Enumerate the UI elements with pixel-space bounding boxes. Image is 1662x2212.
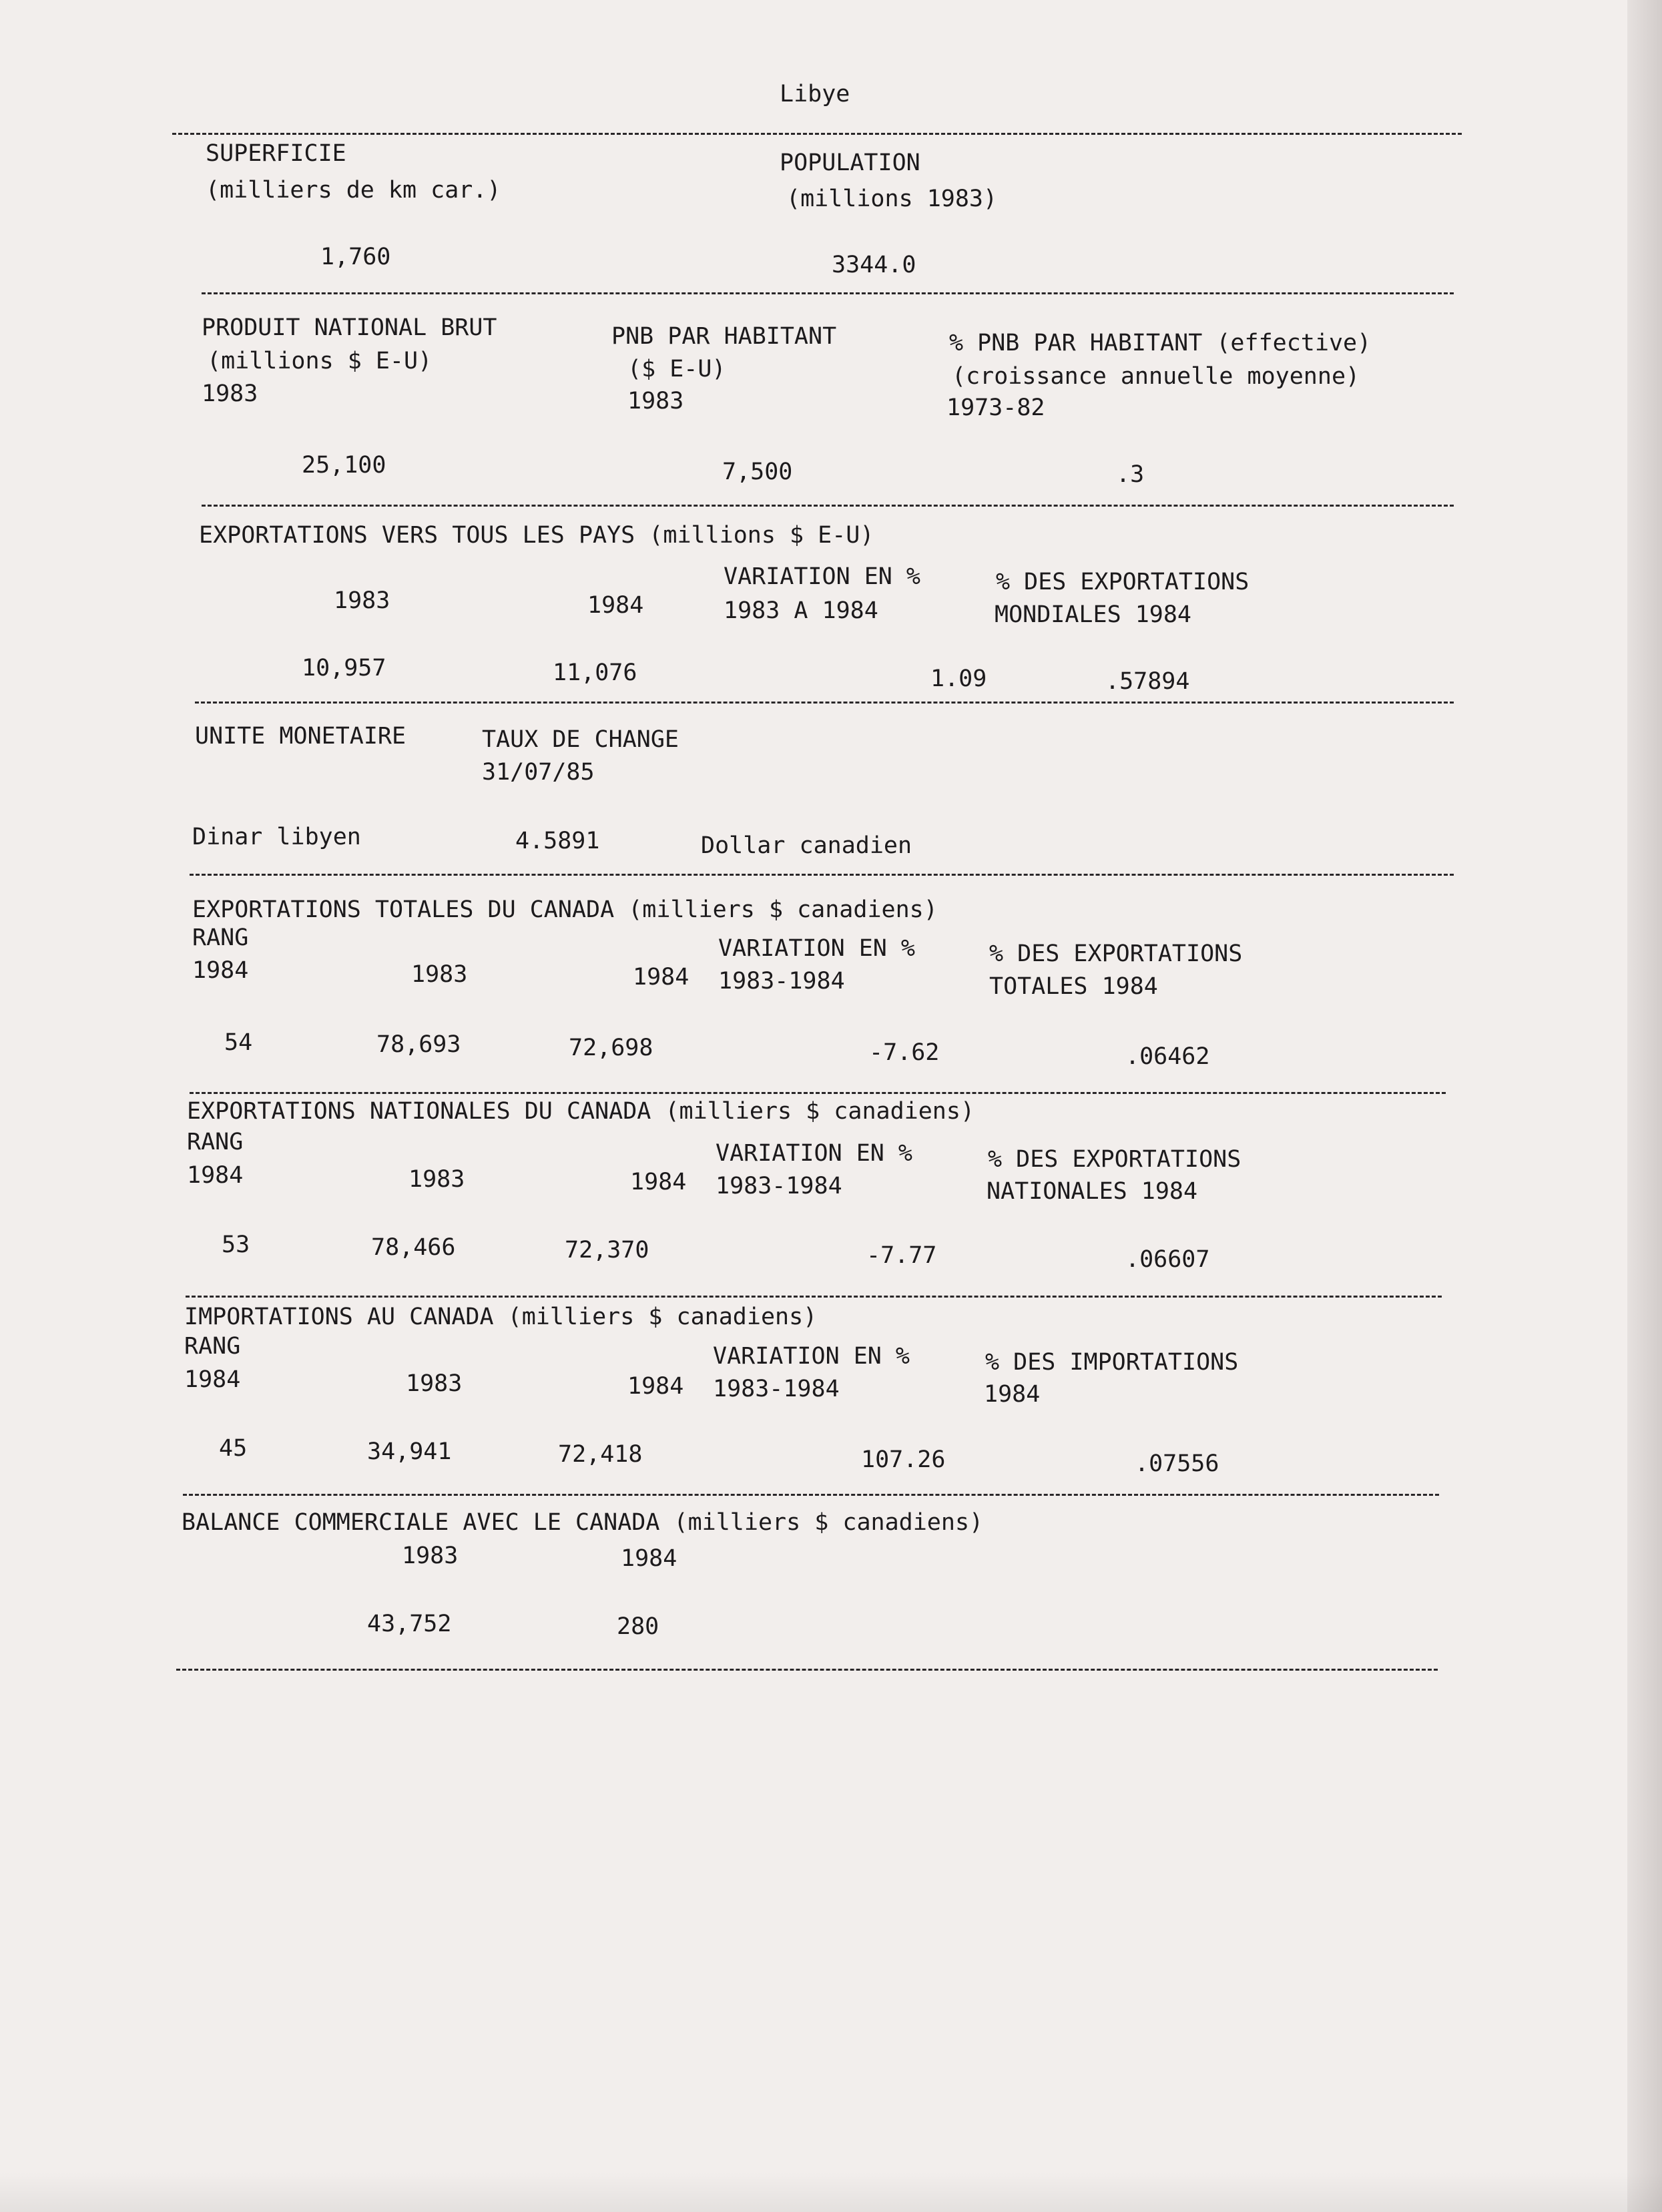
world-exports-col-variation: VARIATION EN % xyxy=(724,563,921,590)
page-shadow xyxy=(0,2172,1662,2212)
national-exports-rank-label: RANG xyxy=(187,1129,244,1155)
gnp-per-capita-label-year: 1983 xyxy=(627,388,684,414)
gnp-label: PRODUIT NATIONAL BRUT xyxy=(202,314,497,341)
country-title: Libye xyxy=(780,81,850,107)
population-label: POPULATION xyxy=(780,150,920,176)
currency-unit-value: Dinar libyen xyxy=(192,824,361,850)
national-exports-1984-value: 72,370 xyxy=(565,1237,649,1264)
total-exports-variation-value: -7.62 xyxy=(869,1039,940,1066)
divider xyxy=(183,1494,1439,1496)
area-value: 1,760 xyxy=(320,244,391,270)
divider xyxy=(195,702,1454,704)
gnp-growth-label-sub: (croissance annuelle moyenne) xyxy=(952,363,1360,390)
imports-col-1983: 1983 xyxy=(406,1370,463,1397)
gnp-per-capita-label-unit: ($ E-U) xyxy=(627,356,726,382)
total-exports-rank-value: 54 xyxy=(224,1029,253,1056)
population-value: 3344.0 xyxy=(832,252,916,278)
total-exports-rank-year: 1984 xyxy=(192,957,249,984)
world-exports-col-1983: 1983 xyxy=(334,587,390,614)
area-label-unit: (milliers de km car.) xyxy=(206,177,501,204)
exchange-rate-label: TAUX DE CHANGE xyxy=(482,726,679,753)
world-exports-variation-value: 1.09 xyxy=(930,665,987,692)
trade-balance-col-1984: 1984 xyxy=(621,1545,677,1572)
total-exports-title: EXPORTATIONS TOTALES DU CANADA (milliers $ canadiens) xyxy=(192,896,938,923)
national-exports-col-share-sub: NATIONALES 1984 xyxy=(987,1178,1198,1205)
total-exports-col-share: % DES EXPORTATIONS xyxy=(989,940,1243,967)
trade-balance-1983-value: 43,752 xyxy=(367,1611,452,1637)
national-exports-rank-value: 53 xyxy=(222,1231,250,1258)
gnp-label-year: 1983 xyxy=(202,380,258,407)
total-exports-share-value: .06462 xyxy=(1125,1043,1210,1070)
national-exports-col-1984: 1984 xyxy=(630,1169,687,1195)
divider xyxy=(186,1296,1442,1298)
gnp-per-capita-value: 7,500 xyxy=(722,459,793,485)
imports-col-1984: 1984 xyxy=(627,1373,684,1400)
exchange-rate-unit: Dollar canadien xyxy=(701,832,912,859)
divider xyxy=(190,874,1454,876)
divider xyxy=(190,1092,1446,1094)
national-exports-variation-value: -7.77 xyxy=(866,1242,937,1269)
imports-1984-value: 72,418 xyxy=(558,1441,643,1468)
population-label-unit: (millions 1983) xyxy=(786,186,998,212)
world-exports-1983-value: 10,957 xyxy=(302,655,386,681)
page-edge xyxy=(1627,0,1662,2212)
area-label: SUPERFICIE xyxy=(206,140,346,167)
imports-col-share-sub: 1984 xyxy=(984,1381,1041,1408)
national-exports-col-variation-period: 1983-1984 xyxy=(716,1173,842,1199)
total-exports-1984-value: 72,698 xyxy=(569,1035,653,1061)
total-exports-col-variation: VARIATION EN % xyxy=(718,935,916,962)
imports-title: IMPORTATIONS AU CANADA (milliers $ canadiens) xyxy=(184,1304,818,1330)
trade-balance-1984-value: 280 xyxy=(617,1613,659,1640)
total-exports-col-1983: 1983 xyxy=(411,961,468,988)
divider xyxy=(172,133,1462,135)
divider xyxy=(202,505,1454,507)
gnp-label-unit: (millions $ E-U) xyxy=(207,348,433,374)
total-exports-1983-value: 78,693 xyxy=(376,1031,461,1058)
gnp-per-capita-label: PNB PAR HABITANT xyxy=(611,323,837,350)
imports-col-variation: VARIATION EN % xyxy=(713,1343,910,1370)
national-exports-1983-value: 78,466 xyxy=(371,1234,456,1261)
trade-balance-title: BALANCE COMMERCIALE AVEC LE CANADA (milliers $ canadiens) xyxy=(182,1509,984,1536)
divider xyxy=(176,1669,1438,1671)
imports-variation-value: 107.26 xyxy=(861,1446,946,1473)
imports-1983-value: 34,941 xyxy=(367,1438,452,1465)
world-exports-col-1984: 1984 xyxy=(587,592,644,619)
imports-col-share: % DES IMPORTATIONS xyxy=(985,1349,1239,1376)
gnp-growth-label-period: 1973-82 xyxy=(946,394,1045,421)
total-exports-col-1984: 1984 xyxy=(633,964,689,991)
national-exports-col-share: % DES EXPORTATIONS xyxy=(988,1146,1241,1173)
world-exports-share-value: .57894 xyxy=(1105,668,1190,695)
national-exports-rank-year: 1984 xyxy=(187,1162,244,1189)
trade-balance-col-1983: 1983 xyxy=(402,1543,459,1569)
gnp-value: 25,100 xyxy=(302,452,386,479)
imports-share-value: .07556 xyxy=(1135,1450,1219,1477)
imports-rank-label: RANG xyxy=(184,1333,241,1360)
world-exports-col-variation-period: 1983 A 1984 xyxy=(724,597,878,624)
national-exports-title: EXPORTATIONS NATIONALES DU CANADA (milliers $ canadiens) xyxy=(187,1098,975,1125)
total-exports-col-variation-period: 1983-1984 xyxy=(718,968,845,995)
imports-rank-value: 45 xyxy=(219,1435,248,1462)
world-exports-col-share-sub: MONDIALES 1984 xyxy=(995,601,1192,628)
currency-unit-label: UNITE MONETAIRE xyxy=(195,723,406,750)
gnp-growth-value: .3 xyxy=(1116,461,1145,488)
exchange-rate-date: 31/07/85 xyxy=(482,759,595,786)
divider xyxy=(202,292,1454,294)
imports-col-variation-period: 1983-1984 xyxy=(713,1376,840,1402)
world-exports-title: EXPORTATIONS VERS TOUS LES PAYS (millions $ E-U) xyxy=(199,522,874,549)
national-exports-col-1983: 1983 xyxy=(408,1166,465,1193)
gnp-growth-label: % PNB PAR HABITANT (effective) xyxy=(949,330,1372,356)
world-exports-col-share: % DES EXPORTATIONS xyxy=(996,569,1250,595)
exchange-rate-value: 4.5891 xyxy=(515,828,600,854)
national-exports-col-variation: VARIATION EN % xyxy=(716,1140,913,1167)
total-exports-col-share-sub: TOTALES 1984 xyxy=(989,973,1158,1000)
imports-rank-year: 1984 xyxy=(184,1366,241,1393)
total-exports-rank-label: RANG xyxy=(192,924,249,951)
national-exports-share-value: .06607 xyxy=(1125,1246,1210,1273)
world-exports-1984-value: 11,076 xyxy=(553,659,637,686)
